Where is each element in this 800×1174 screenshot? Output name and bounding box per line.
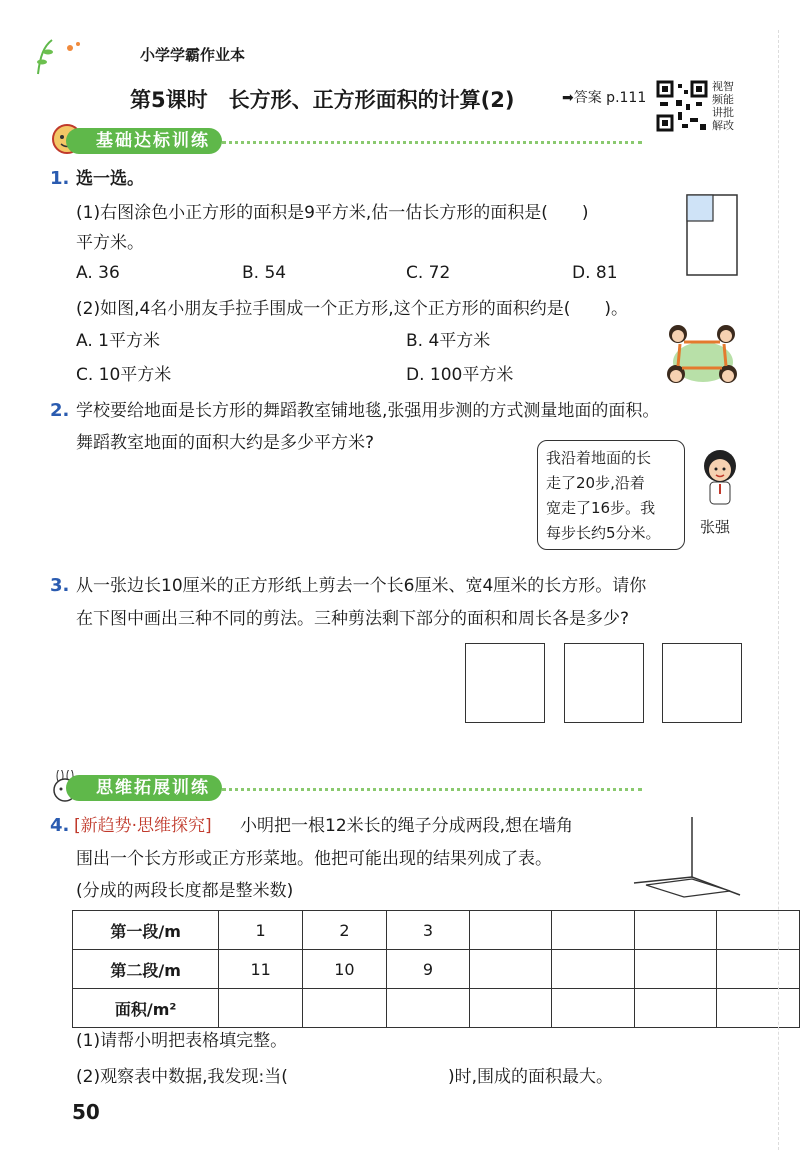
header-leaf-decoration	[30, 36, 90, 76]
speech-bubble	[537, 440, 685, 550]
qr-caption-line: 讲批	[712, 106, 734, 119]
drawing-square[interactable]	[465, 643, 545, 723]
answer-reference: ➡答案 p.111	[562, 90, 647, 106]
option-c[interactable]: C. 10平方米	[76, 365, 172, 385]
q4-sub2-end: )时,围成的面积最大。	[448, 1067, 614, 1087]
table-cell[interactable]	[303, 989, 387, 1028]
lesson-title: 第5课时 长方形、正方形面积的计算(2)	[130, 88, 515, 112]
table-cell[interactable]	[552, 911, 634, 950]
answer-blank[interactable]	[336, 1066, 448, 1088]
q4-note: (分成的两段长度都是整米数)	[76, 881, 294, 901]
question-number: 4.	[50, 815, 70, 836]
table-cell[interactable]	[219, 989, 303, 1028]
option-d[interactable]: D. 81	[572, 263, 618, 283]
row-header: 第二段/m	[73, 950, 219, 989]
question-number: 3.	[50, 575, 70, 596]
q4-text-cont: 围出一个长方形或正方形菜地。他把可能出现的结果列成了表。	[76, 849, 552, 869]
table-cell[interactable]	[717, 911, 800, 950]
table-cell[interactable]	[634, 989, 716, 1028]
bubble-line: 走了20步,沿着	[546, 474, 645, 492]
table-cell[interactable]: 9	[386, 950, 469, 989]
q3-text: 从一张边长10厘米的正方形纸上剪去一个长6厘米、宽4厘米的长方形。请你	[76, 576, 647, 596]
option-b[interactable]: B. 4平方米	[406, 331, 491, 351]
character-name: 张强	[700, 518, 731, 536]
bubble-line: 宽走了16步。我	[546, 499, 656, 517]
q4-sub2-start: (2)观察表中数据,我发现:当(	[76, 1067, 288, 1087]
section-divider	[222, 788, 642, 791]
table-cell[interactable]	[469, 950, 551, 989]
q2-text-cont: 舞蹈教室地面的面积大约是多少平方米?	[76, 433, 375, 453]
table-cell[interactable]	[634, 911, 716, 950]
question-number: 2.	[50, 400, 70, 421]
table-cell[interactable]: 10	[303, 950, 387, 989]
table-cell[interactable]	[386, 989, 469, 1028]
qr-caption-line: 频能	[712, 93, 734, 106]
table-cell[interactable]	[552, 989, 634, 1028]
qr-caption-line: 解改	[712, 119, 734, 132]
table-row	[73, 911, 800, 950]
q1-part1-text-cont: 平方米。	[76, 233, 144, 253]
table-row	[73, 950, 800, 989]
table-cell[interactable]	[717, 950, 800, 989]
bubble-line: 每步长约5分米。	[546, 524, 661, 542]
q1-part1-text: (1)右图涂色小正方形的面积是9平方米,估一估长方形的面积是( )	[76, 203, 589, 223]
q1-part2-text: (2)如图,4名小朋友手拉手围成一个正方形,这个正方形的面积约是( )。	[76, 299, 628, 319]
bubble-line: 我沿着地面的长	[546, 449, 652, 467]
page-number: 50	[72, 1100, 100, 1124]
qr-code-icon	[656, 80, 708, 132]
rectangle-figure	[686, 194, 738, 276]
qr-caption	[712, 80, 736, 132]
leaf-icon	[30, 36, 90, 76]
table-cell[interactable]: 11	[219, 950, 303, 989]
section-banner-basic: 基础达标训练	[66, 128, 222, 154]
q2-text: 学校要给地面是长方形的舞蹈教室铺地毯,张强用步测的方式测量地面的面积。	[76, 401, 660, 421]
question-number: 1.	[50, 168, 70, 189]
qr-code[interactable]	[656, 80, 708, 132]
table-cell[interactable]	[469, 911, 551, 950]
option-d[interactable]: D. 100平方米	[406, 365, 514, 385]
children-circle-illustration	[662, 318, 744, 392]
section-banner-extend: 思维拓展训练	[66, 775, 222, 801]
q4-text: 小明把一根12米长的绳子分成两段,想在墙角	[240, 816, 574, 836]
q4-tag: [新趋势·思维探究]	[74, 816, 212, 836]
question-title: 选一选。	[76, 169, 144, 189]
option-a[interactable]: A. 1平方米	[76, 331, 160, 351]
q3-text-cont: 在下图中画出三种不同的剪法。三种剪法剩下部分的面积和周长各是多少?	[76, 609, 630, 629]
option-a[interactable]: A. 36	[76, 263, 120, 283]
data-table	[72, 910, 800, 1028]
table-cell[interactable]: 1	[219, 911, 303, 950]
option-c[interactable]: C. 72	[406, 263, 451, 283]
table-cell[interactable]	[552, 950, 634, 989]
section-divider	[222, 141, 642, 144]
book-title: 小学学霸作业本	[140, 46, 246, 64]
row-header: 第一段/m	[73, 911, 219, 950]
qr-caption-line: 视智	[712, 80, 734, 93]
table-row	[73, 989, 800, 1028]
right-margin-dashes	[778, 30, 779, 1150]
wall-corner-figure	[632, 815, 742, 901]
table-cell[interactable]	[469, 989, 551, 1028]
option-b[interactable]: B. 54	[242, 263, 287, 283]
table-cell[interactable]	[634, 950, 716, 989]
table-cell[interactable]: 2	[303, 911, 387, 950]
boy-illustration	[690, 448, 750, 510]
row-header: 面积/m²	[73, 989, 219, 1028]
q4-sub1: (1)请帮小明把表格填完整。	[76, 1031, 288, 1051]
drawing-square[interactable]	[564, 643, 644, 723]
table-cell[interactable]	[717, 989, 800, 1028]
drawing-square[interactable]	[662, 643, 742, 723]
table-cell[interactable]: 3	[386, 911, 469, 950]
